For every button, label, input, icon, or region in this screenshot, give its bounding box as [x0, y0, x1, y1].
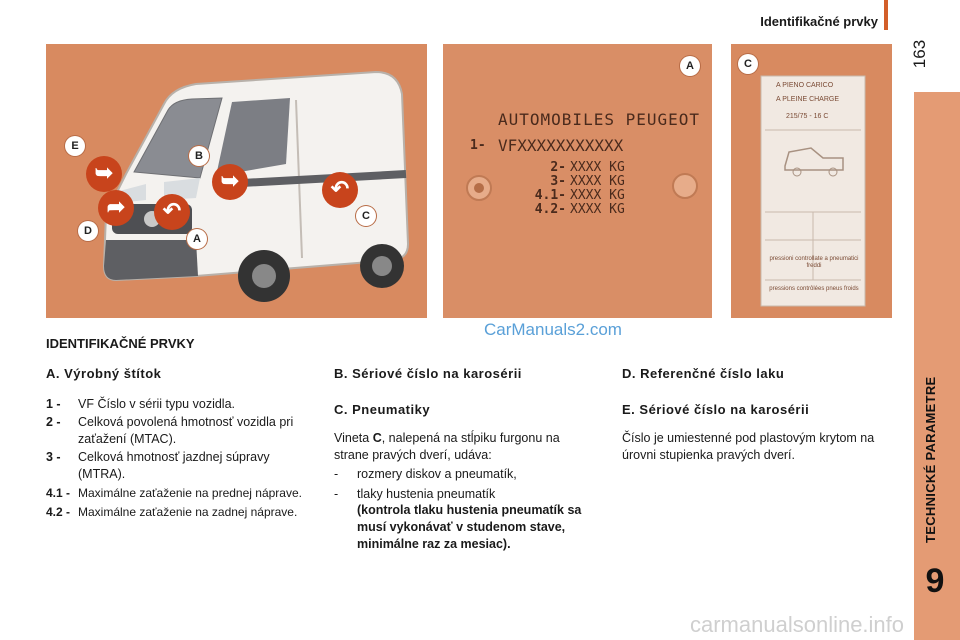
section-d-heading: D. Referenčné číslo laku — [622, 366, 785, 381]
chapter-tab-label: TECHNICKÉ PARAMETRE — [923, 376, 938, 544]
plate-line-val: XXXX KG — [570, 174, 625, 189]
item-number: 1 - — [46, 397, 61, 411]
chapter-tab — [914, 92, 960, 640]
header-rule — [884, 0, 888, 30]
arrow-b-icon: ➥ — [212, 164, 248, 200]
watermark-bottom: carmanualsonline.info — [690, 612, 905, 637]
badge-b: B — [189, 146, 209, 166]
badge-e: E — [65, 136, 85, 156]
section-a-heading: A. Výrobný štítok — [46, 366, 162, 381]
plate-line-val: XXXX KG — [570, 188, 625, 203]
plate-line1-num: 1- — [470, 138, 486, 153]
running-header: Identifikačné prvky — [760, 14, 878, 29]
tyre-label-bottom2: pressions contrôlées pneus froids — [769, 286, 859, 292]
section-e-text: Číslo je umiestenné pod plastovým krytom na úrovni stupienka pravých dverí. — [622, 431, 875, 462]
item-number: 3 - — [46, 450, 61, 464]
intro-pre: Vineta — [334, 431, 373, 445]
intro-bold: C — [372, 431, 382, 445]
chapter-number: 9 — [925, 562, 945, 600]
plate-line-num: 4.2- — [534, 202, 566, 217]
arrow-a-icon: ↶ — [154, 194, 190, 230]
tyre-label-bottom1: pressioni controllate a pneumatici freddi — [769, 256, 859, 269]
section-b-heading: B. Sériové číslo na karosérii — [334, 366, 522, 381]
section-c-heading: C. Pneumatiky — [334, 402, 431, 417]
plate-line-num: 2- — [550, 160, 566, 175]
plate-brand: AUTOMOBILES PEUGEOT — [498, 110, 701, 129]
item-text: Celková hmotnosť jazdnej súpravy (MTRA). — [78, 450, 270, 481]
bullet-text: tlaky hustenia pneumatík — [357, 487, 496, 501]
bullet-text: rozmery diskov a pneumatík, — [357, 467, 517, 481]
item-text: VF Číslo v sérii typu vozidla. — [78, 397, 235, 411]
arrow-e-icon: ➥ — [86, 156, 122, 192]
bold-note: (kontrola tlaku hustenia pneumatík sa musí vykonávať v studenom stave, minimálne raz za mesiac). — [357, 503, 582, 551]
badge-d: D — [78, 221, 98, 241]
main-heading: IDENTIFIKAČNÉ PRVKY — [46, 336, 195, 351]
arrow-c-icon: ↶ — [322, 172, 358, 208]
section-c-intro — [334, 430, 596, 464]
tyre-label-line1: A PIENO CARICO — [776, 82, 834, 89]
section-e-heading: E. Sériové číslo na karosérii — [622, 402, 810, 417]
plate-line-num: 4.1- — [534, 188, 566, 203]
bullet-dash: - — [334, 487, 339, 501]
tyre-label-size: 215/75 - 16 C — [786, 113, 829, 120]
item-number: 4.2 - — [46, 505, 71, 519]
item-text: Celková povolená hmotnosť vozidla pri zaťažení (MTAC). — [78, 415, 294, 446]
plate-vin: VFXXXXXXXXXXX — [498, 136, 624, 155]
item-number: 4.1 - — [46, 486, 71, 500]
intro-post: , nalepená na stĺpiku furgonu na strane pravých dverí, udáva: — [334, 431, 560, 462]
plate-line-val: XXXX KG — [570, 202, 625, 217]
badge-a: A — [187, 229, 207, 249]
arrow-d-icon: ➦ — [98, 190, 134, 226]
bullet-dash: - — [334, 467, 339, 481]
badge-label-c: C — [738, 54, 758, 74]
page-number: 163 — [910, 39, 929, 69]
item-number: 2 - — [46, 415, 61, 429]
badge-c: C — [356, 206, 376, 226]
tyre-label-line2: A PLEINE CHARGE — [776, 96, 840, 103]
item-text: Maximálne zaťaženie na zadnej náprave. — [78, 505, 298, 519]
plate-line-num: 3- — [550, 174, 566, 189]
item-text: Maximálne zaťaženie na prednej náprave. — [78, 486, 302, 500]
watermark-top: CarManuals2.com — [484, 320, 622, 339]
plate-line-val: XXXX KG — [570, 160, 625, 175]
badge-plate-a: A — [680, 56, 700, 76]
